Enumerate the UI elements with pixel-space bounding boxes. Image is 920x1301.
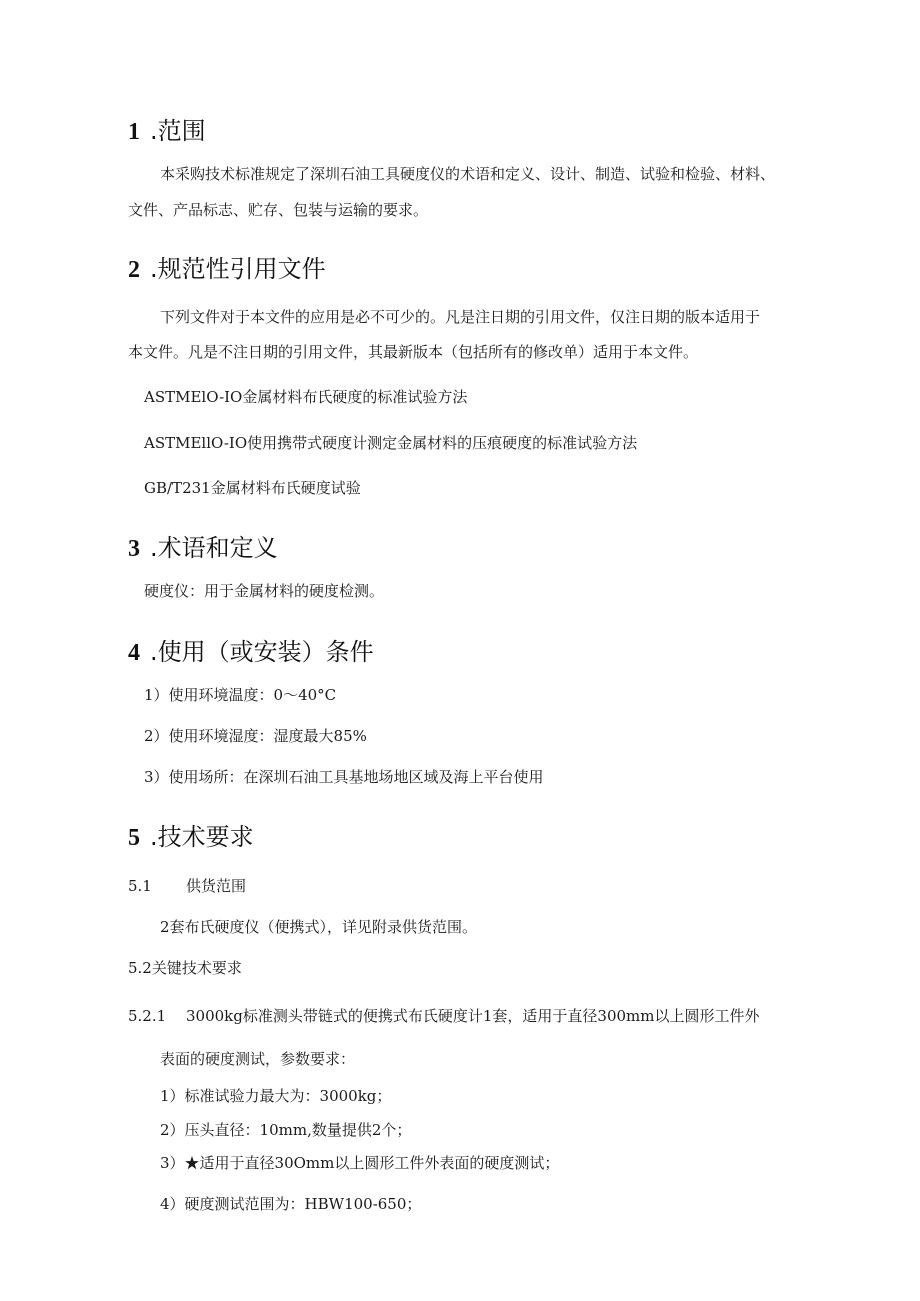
- condition-item: 1）使用环境温度：0～40°C: [144, 686, 337, 704]
- section-4-title: .使用（或安装）条件: [150, 638, 374, 666]
- section-3-heading: [128, 533, 278, 564]
- section-4-number: 4: [128, 640, 140, 666]
- section-5-title: .技术要求: [150, 823, 254, 851]
- section-2-number: 2: [128, 257, 140, 283]
- parameter-item: 2）压头直径：10mm,数量提供2个；: [160, 1121, 412, 1139]
- subsection-5-1-heading: [128, 875, 246, 897]
- section-1-title: .范围: [150, 117, 206, 145]
- reference-item: ASTMElO-IO金属材料布氏硬度的标准试验方法: [144, 388, 468, 406]
- section-1-paragraph-line-2: 文件、产品标志、贮存、包装与运输的要求。: [128, 201, 429, 219]
- section-1-number: 1: [128, 119, 140, 145]
- subsection-5-1-number: 5.1: [128, 877, 152, 895]
- section-1-heading: [128, 116, 206, 147]
- subsection-5-2-1-line-1: [128, 1005, 760, 1027]
- subsection-5-2-1-line-2: 表面的硬度测试，参数要求：: [160, 1050, 356, 1068]
- condition-item: 2）使用环境湿度：湿度最大85%: [144, 727, 367, 745]
- section-3-title: .术语和定义: [150, 534, 278, 562]
- section-5-heading: [128, 822, 254, 853]
- section-3-number: 3: [128, 536, 140, 562]
- reference-item: ASTMEllO-IO使用携带式硬度计测定金属材料的压痕硬度的标准试验方法: [144, 434, 638, 452]
- condition-item: 3）使用场所：在深圳石油工具基地场地区域及海上平台使用: [144, 768, 544, 786]
- subsection-5-2-heading: 5.2关键技术要求: [128, 959, 242, 977]
- parameter-item: 3）★适用于直径30Omm以上圆形工件外表面的硬度测试；: [160, 1154, 560, 1172]
- section-2-heading: [128, 254, 326, 285]
- section-2-paragraph-line-2: 本文件。凡是不注日期的引用文件，其最新版本（包括所有的修改单）适用于本文件。: [128, 343, 699, 361]
- supply-scope-text: 2套布氏硬度仪（便携式），详见附录供货范围。: [160, 918, 478, 936]
- parameter-item: 4）硬度测试范围为：HBW100-650；: [160, 1195, 422, 1213]
- section-1-paragraph-line-1: 本采购技术标准规定了深圳石油工具硬度仪的术语和定义、设计、制造、试验和检验、材料、: [160, 165, 776, 183]
- subsection-5-2-1-number: 5.2.1: [128, 1007, 167, 1025]
- parameter-item: 1）标准试验力最大为：3000kg；: [160, 1087, 392, 1105]
- section-4-heading: [128, 637, 374, 668]
- subsection-5-1-title: 供货范围: [186, 877, 247, 895]
- subsection-5-2-1-text: 3000kg标准测头带链式的便携式布氏硬度计1套，适用于直径300mm以上圆形工件外: [186, 1007, 760, 1025]
- section-2-title: .规范性引用文件: [150, 255, 326, 283]
- section-2-paragraph-line-1: 下列文件对于本文件的应用是必不可少的。凡是注日期的引用文件，仅注日期的版本适用于: [160, 308, 761, 326]
- reference-item: GB/T231金属材料布氏硬度试验: [144, 479, 361, 497]
- definition-text: 硬度仪：用于金属材料的硬度检测。: [144, 582, 385, 600]
- section-5-number: 5: [128, 825, 140, 851]
